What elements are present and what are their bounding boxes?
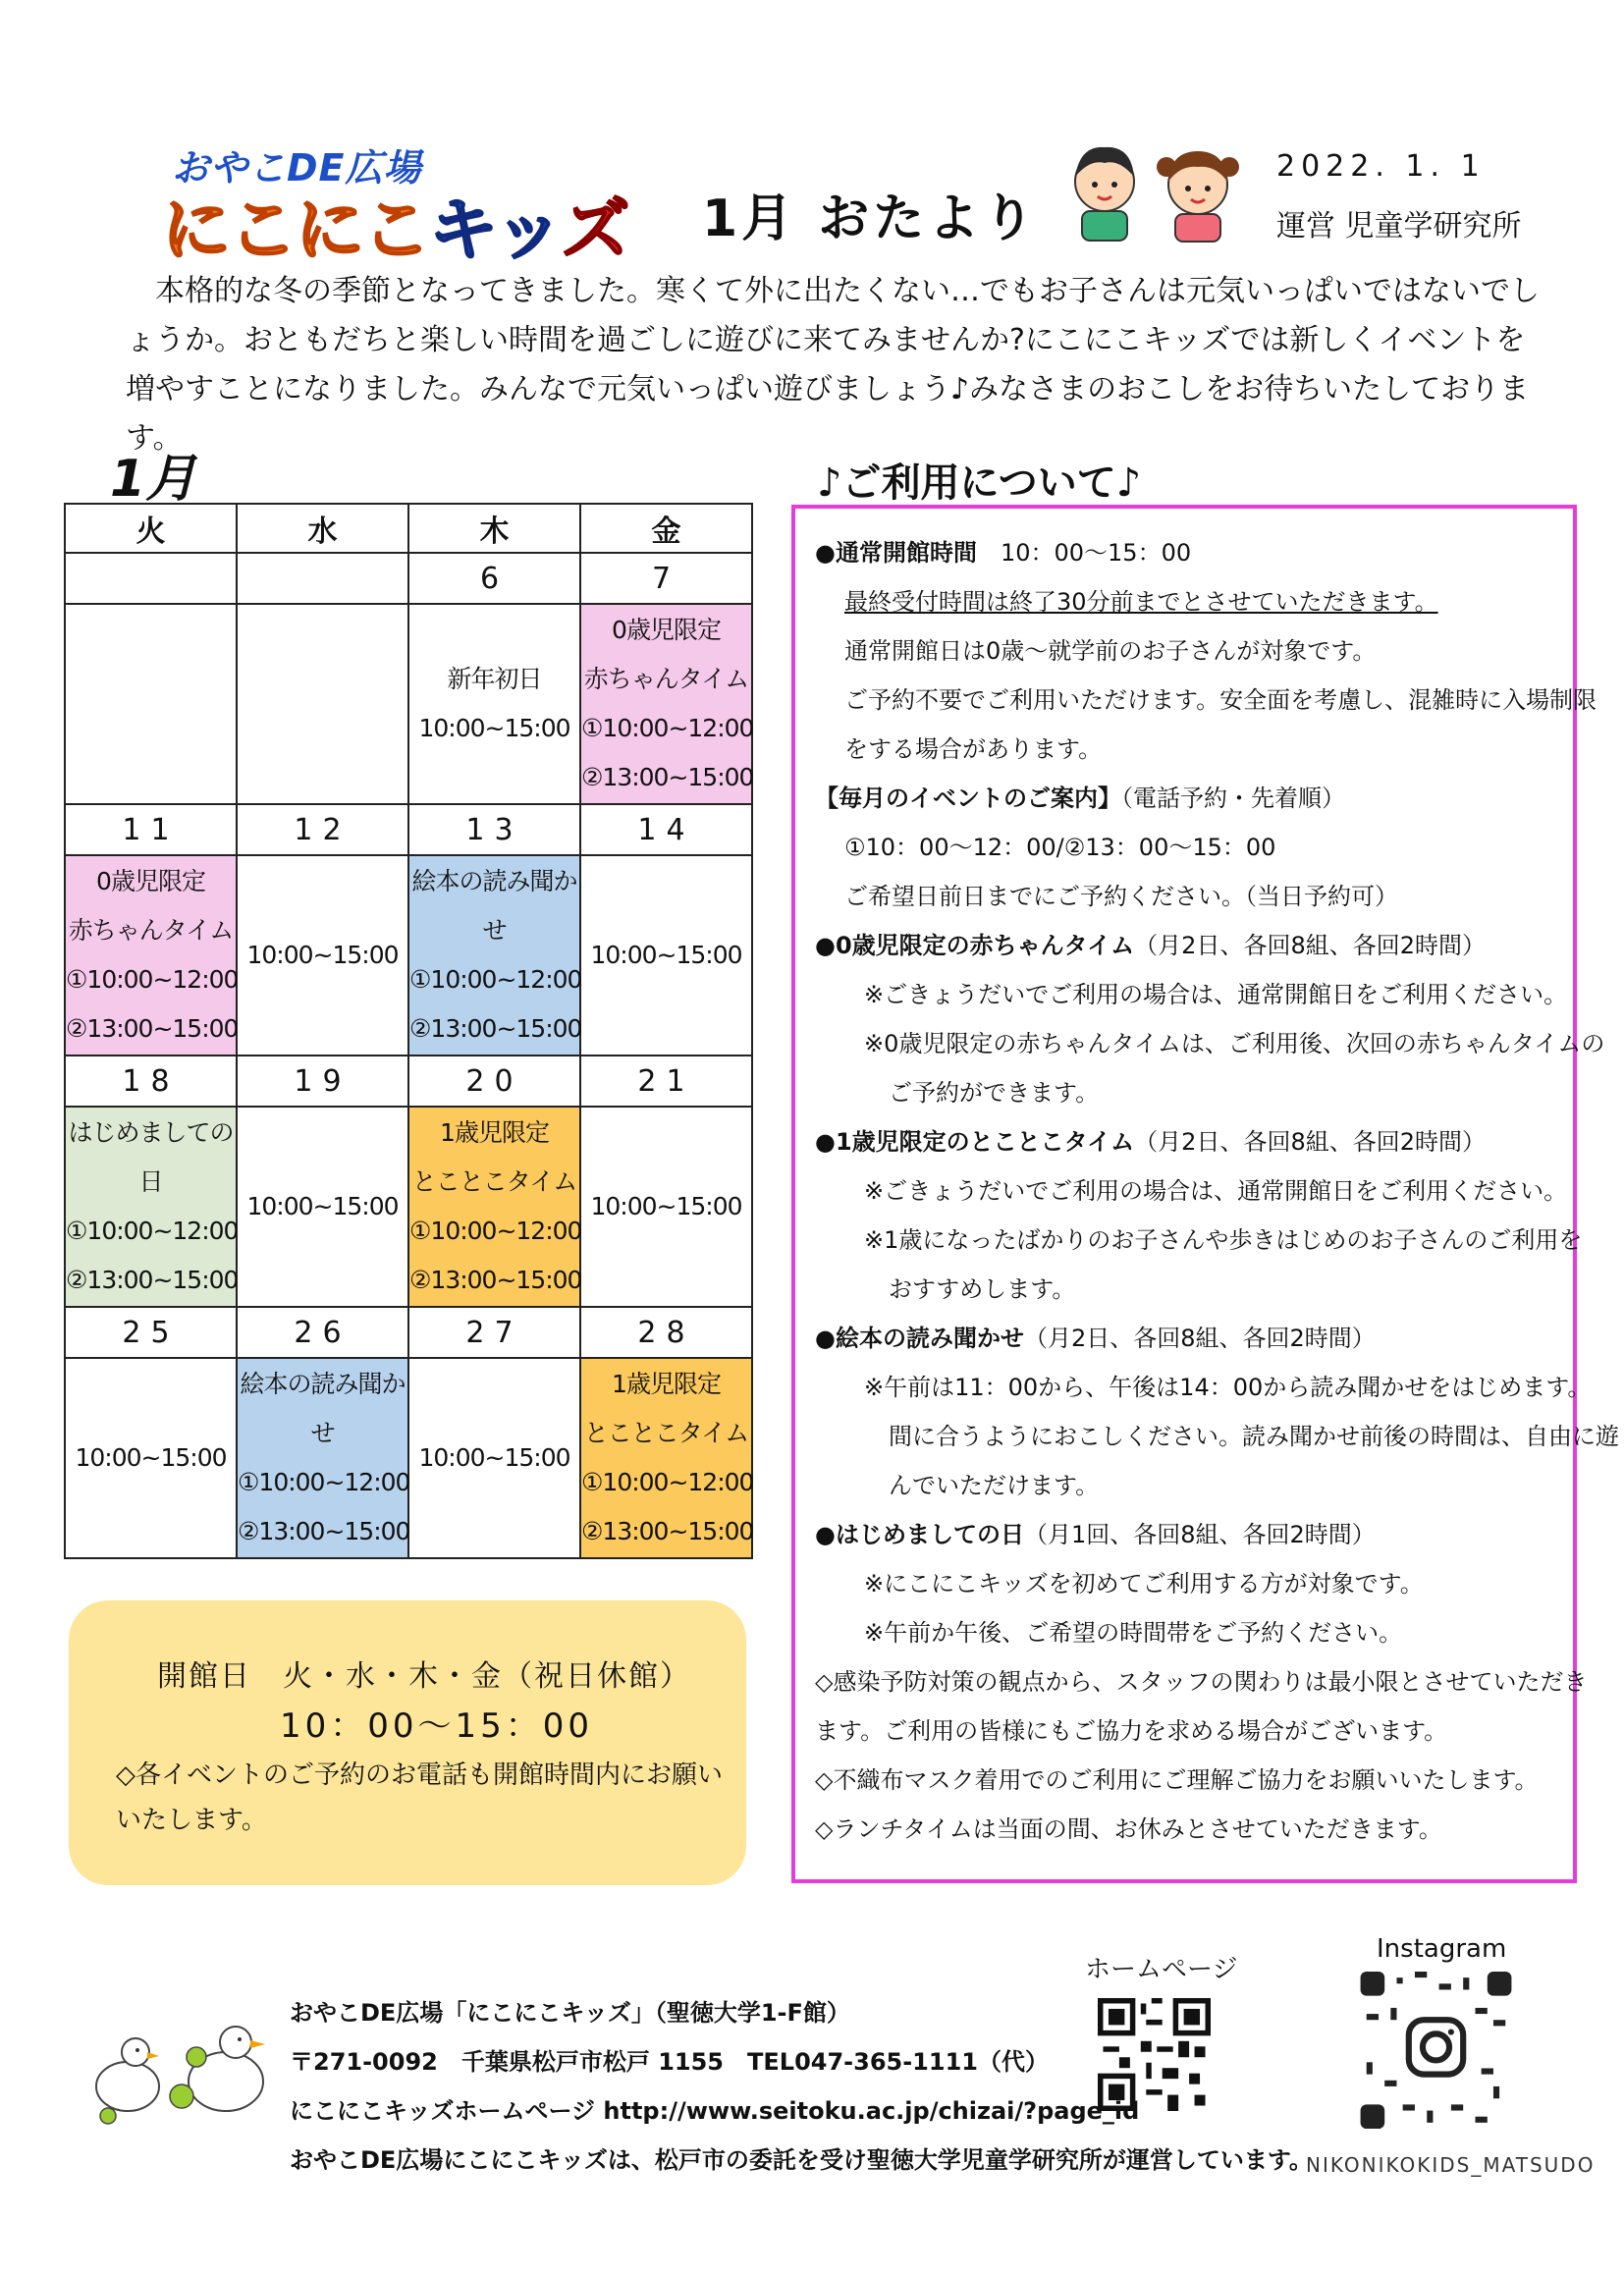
calendar-month: 1月 <box>110 450 197 509</box>
usage-line <box>815 1216 1583 1265</box>
date-number: 13 <box>408 804 580 855</box>
calendar-day-cell <box>408 855 580 1056</box>
usage-line <box>815 577 1561 626</box>
usage-text: ※ごきょうだいでご利用の場合は、通常開館日をご利用ください。 <box>864 1177 1568 1205</box>
logo-subtitle: おやこDE広場 <box>172 146 422 190</box>
cell-text: ②13:00~15:00 <box>66 1014 239 1043</box>
calendar-day-cell <box>65 1107 237 1307</box>
footer-address: 〒271-0092 千葉県松戸市松戸 1155 TEL047-365-1111（代） <box>290 2048 1049 2076</box>
date-number: 12 <box>237 804 408 855</box>
logo-wordmark: にこにこキッズ <box>162 190 628 270</box>
intro-text: 本格的な冬の季節となってきました。寒くて外に出たくない…でもお子さんは元気いっぱいではないでしょうか。おともだちと楽しい時間を過ごしに遊びに来てみませんか?にこにこキッズでは新しくイベントを増やすことになりました。みんなで元気いっぱい遊びましょう♪みなさまのおこしをお待ちいたしております。 <box>126 274 1540 456</box>
instagram-label: Instagram <box>1377 1934 1507 1964</box>
calendar-day-cell <box>408 1107 580 1307</box>
calendar-day-cell <box>65 604 237 804</box>
date-number: 19 <box>237 1056 408 1107</box>
cell-text: 絵本の読み聞かせ <box>411 867 577 945</box>
usage-text: ご希望日前日までにご予約ください。（当日予約可） <box>844 883 1398 910</box>
calendar-body <box>65 553 752 1558</box>
calendar-day-cell <box>237 1358 408 1558</box>
usage-heading: ●通常開館時間 <box>815 539 977 567</box>
usage-text: （電話予約・先着順） <box>1121 785 1345 812</box>
date-number: 21 <box>580 1056 752 1107</box>
usage-heading: ●絵本の読み聞かせ <box>815 1325 1024 1352</box>
cell-text: 絵本の読み聞かせ <box>240 1370 406 1447</box>
usage-info-content <box>815 528 1619 1854</box>
cell-text: ①10:00~12:00 <box>238 1468 410 1496</box>
instagram-icon <box>1409 2020 1463 2074</box>
usage-line <box>815 1756 1561 1805</box>
weekday-thu: 木 <box>408 504 580 553</box>
usage-line <box>815 676 1597 725</box>
cell-text: 赤ちゃんタイム <box>68 916 234 945</box>
cell-text: 10:00~15:00 <box>246 1192 399 1220</box>
opening-time: 10：00〜15：00 <box>280 1706 594 1746</box>
usage-text: 10：00〜15：00 <box>976 539 1192 567</box>
calendar-day-cell <box>237 855 408 1056</box>
date-number <box>65 553 237 604</box>
reservation-note: ◇各イベントのご予約のお電話も開館時間内にお願いいたします。 <box>116 1760 723 1835</box>
weekday-wed: 水 <box>237 504 408 553</box>
cell-text: ①10:00~12:00 <box>409 1217 582 1245</box>
date-number: 14 <box>580 804 752 855</box>
usage-line <box>815 872 1561 921</box>
event-row <box>65 604 752 804</box>
calendar-day-cell <box>580 1107 752 1307</box>
cell-text: 10:00~15:00 <box>75 1443 227 1472</box>
cell-text: ①10:00~12:00 <box>66 965 239 994</box>
calendar-day-cell <box>237 604 408 804</box>
calendar-day-cell <box>580 855 752 1056</box>
usage-line <box>815 774 1561 823</box>
date-number: 20 <box>408 1056 580 1107</box>
usage-text: んでいただけます。 <box>889 1472 1100 1499</box>
usage-line <box>815 970 1568 1019</box>
date-row <box>65 804 752 855</box>
children-illustration <box>1060 137 1247 245</box>
usage-text: ご予約不要でご利用いただけます。安全面を考慮し、混雑時に入場制限 <box>844 686 1597 714</box>
boy-icon <box>1075 147 1134 241</box>
cell-text: ②13:00~15:00 <box>409 1014 582 1043</box>
date-number: 7 <box>580 553 752 604</box>
date-number: 25 <box>65 1307 237 1358</box>
cell-text: 0歳児限定 <box>96 867 205 895</box>
footer-homepage-link[interactable]: にこにこキッズホームページ http://www.seitoku.ac.jp/chizai/?page_id <box>290 2097 1140 2125</box>
cell-text: ②13:00~15:00 <box>66 1266 239 1294</box>
usage-text: ※ごきょうだいでご利用の場合は、通常開館日をご利用ください。 <box>864 981 1568 1008</box>
cell-text: ②13:00~15:00 <box>409 1266 582 1294</box>
usage-line <box>815 1412 1619 1461</box>
ducks-illustration <box>88 2013 285 2131</box>
usage-text: （月1回、各回8組、各回2時間） <box>1023 1521 1376 1548</box>
date-number: 27 <box>408 1307 580 1358</box>
calendar-day-cell <box>580 1358 752 1558</box>
date-number: 26 <box>237 1307 408 1358</box>
footer-info <box>290 1988 1313 2185</box>
event-row <box>65 1358 752 1558</box>
usage-line <box>815 1117 1561 1166</box>
issue-date: 2022. 1. 1 <box>1276 149 1486 184</box>
cell-text: 10:00~15:00 <box>246 941 399 969</box>
calendar-day-cell <box>237 1107 408 1307</box>
date-row <box>65 1056 752 1107</box>
usage-line <box>815 1363 1592 1412</box>
usage-text: ※1歳になったばかりのお子さんや歩きはじめのお子さんのご利用を <box>864 1226 1583 1254</box>
footer-operation-note: おやこDE広場にこにこキッズは、松戸市の委託を受け聖徳大学児童学研究所が運営しています。 <box>290 2146 1313 2174</box>
usage-text: おすすめします。 <box>889 1275 1076 1303</box>
usage-text: ※午前か午後、ご希望の時間帯をご予約ください。 <box>864 1619 1403 1647</box>
usage-title: ♪ご利用について♪ <box>817 460 1142 506</box>
cell-text: 1歳児限定 <box>612 1370 721 1398</box>
usage-text: （月2日、各回8組、各回2時間） <box>1134 932 1486 959</box>
usage-line <box>815 725 1561 774</box>
event-row <box>65 855 752 1056</box>
calendar-day-cell <box>65 1358 237 1558</box>
usage-line <box>815 1068 1561 1117</box>
cell-text: ①10:00~12:00 <box>66 1217 239 1245</box>
date-number: 18 <box>65 1056 237 1107</box>
usage-heading: 【毎月のイベントのご案内】 <box>815 785 1121 812</box>
usage-info-box <box>791 505 1619 1883</box>
usage-text: ます。ご利用の皆様にもご協力を求める場合がございます。 <box>815 1717 1448 1745</box>
date-number: 28 <box>580 1307 752 1358</box>
usage-line <box>815 823 1561 872</box>
opening-hours-box <box>69 1600 746 1885</box>
cell-text: ②13:00~15:00 <box>581 763 754 791</box>
usage-text: をする場合があります。 <box>844 735 1103 763</box>
calendar-day-cell <box>580 604 752 804</box>
calendar-day-cell <box>408 1358 580 1558</box>
date-row <box>65 1307 752 1358</box>
usage-line <box>815 626 1561 676</box>
usage-line <box>815 1265 1561 1314</box>
usage-text: ①10：00〜12：00/②13：00〜15：00 <box>844 834 1276 861</box>
homepage-label: ホームページ <box>1085 1955 1238 1984</box>
usage-heading: ●はじめましての日 <box>815 1521 1024 1548</box>
usage-line <box>815 1019 1605 1068</box>
cell-text: 10:00~15:00 <box>590 941 742 969</box>
date-row <box>65 553 752 604</box>
instagram-handle: NIKONIKOKIDS_MATSUDO <box>1306 2153 1596 2177</box>
usage-line <box>815 1657 1588 1706</box>
usage-line <box>815 921 1561 970</box>
usage-line <box>815 1608 1561 1657</box>
usage-line <box>815 1166 1568 1216</box>
cell-text: 0歳児限定 <box>612 616 721 644</box>
usage-text: ◇不織布マスク着用でのご利用にご理解ご協力をお願いいたします。 <box>815 1766 1539 1794</box>
cell-text: ①10:00~12:00 <box>581 1468 754 1496</box>
date-number <box>237 553 408 604</box>
instagram-qr-code[interactable] <box>1360 1972 1512 2129</box>
footer-venue: おやこDE広場「にこにこキッズ」（聖徳大学1-F館） <box>290 1999 850 2027</box>
cell-text: 赤ちゃんタイム <box>583 665 749 693</box>
girl-icon <box>1157 151 1239 242</box>
usage-text: ※にこにこキッズを初めてご利用する方が対象です。 <box>864 1570 1424 1597</box>
calendar-day-cell <box>408 604 580 804</box>
weekday-fri: 金 <box>580 504 752 553</box>
cell-text: はじめましての日 <box>68 1118 234 1196</box>
cell-text: ①10:00~12:00 <box>409 965 582 994</box>
usage-line <box>815 1314 1561 1363</box>
page-title: 1月 おたより <box>702 190 1039 248</box>
usage-line <box>815 1559 1561 1608</box>
cell-text: 10:00~15:00 <box>418 1443 570 1472</box>
organization: 運営 児童学研究所 <box>1276 209 1522 244</box>
usage-line <box>815 528 1561 577</box>
usage-text: 通常開館日は0歳〜就学前のお子さんが対象です。 <box>844 637 1377 665</box>
cell-text: ②13:00~15:00 <box>581 1517 754 1545</box>
cell-text: 新年初日 <box>447 665 542 693</box>
usage-text: ◇感染予防対策の観点から、スタッフの関わりは最小限とさせていただき <box>815 1668 1588 1696</box>
cell-text: 1歳児限定 <box>440 1118 549 1147</box>
usage-text: 最終受付時間は終了30分前までとさせていただきます。 <box>844 588 1438 616</box>
usage-text: ご予約ができます。 <box>889 1079 1100 1107</box>
date-number: 11 <box>65 804 237 855</box>
event-row <box>65 1107 752 1307</box>
cell-text: ①10:00~12:00 <box>581 714 754 742</box>
weekday-tue: 火 <box>65 504 237 553</box>
usage-line <box>815 1510 1561 1559</box>
usage-line <box>815 1805 1561 1854</box>
usage-line <box>815 1706 1561 1756</box>
usage-text: 間に合うようにおこしください。読み聞かせ前後の時間は、自由に遊 <box>889 1423 1619 1450</box>
usage-heading: ●1歳児限定のとことこタイム <box>815 1128 1135 1156</box>
usage-text: （月2日、各回8組、各回2時間） <box>1134 1128 1486 1156</box>
weekday-header-row <box>65 504 752 553</box>
calendar-table <box>64 503 753 1559</box>
cell-text: 10:00~15:00 <box>418 714 570 742</box>
usage-heading: ●0歳児限定の赤ちゃんタイム <box>815 932 1135 959</box>
usage-text: （月2日、各回8組、各回2時間） <box>1023 1325 1376 1352</box>
cell-text: ②13:00~15:00 <box>238 1517 410 1545</box>
usage-line <box>815 1461 1561 1510</box>
cell-text: とことこタイム <box>411 1167 577 1196</box>
usage-text: ◇ランチタイムは当面の間、お休みとさせていただきます。 <box>815 1815 1442 1843</box>
calendar-day-cell <box>65 855 237 1056</box>
opening-days: 開館日 火・水・木・金（祝日休館） <box>157 1659 691 1694</box>
date-number: 6 <box>408 553 580 604</box>
usage-text: ※午前は11：00から、午後は14：00から読み聞かせをはじめます。 <box>864 1374 1592 1401</box>
cell-text: 10:00~15:00 <box>590 1192 742 1220</box>
usage-text: ※0歳児限定の赤ちゃんタイムは、ご利用後、次回の赤ちゃんタイムの <box>864 1030 1605 1057</box>
logo <box>162 137 643 270</box>
cell-text: とことこタイム <box>583 1419 749 1447</box>
